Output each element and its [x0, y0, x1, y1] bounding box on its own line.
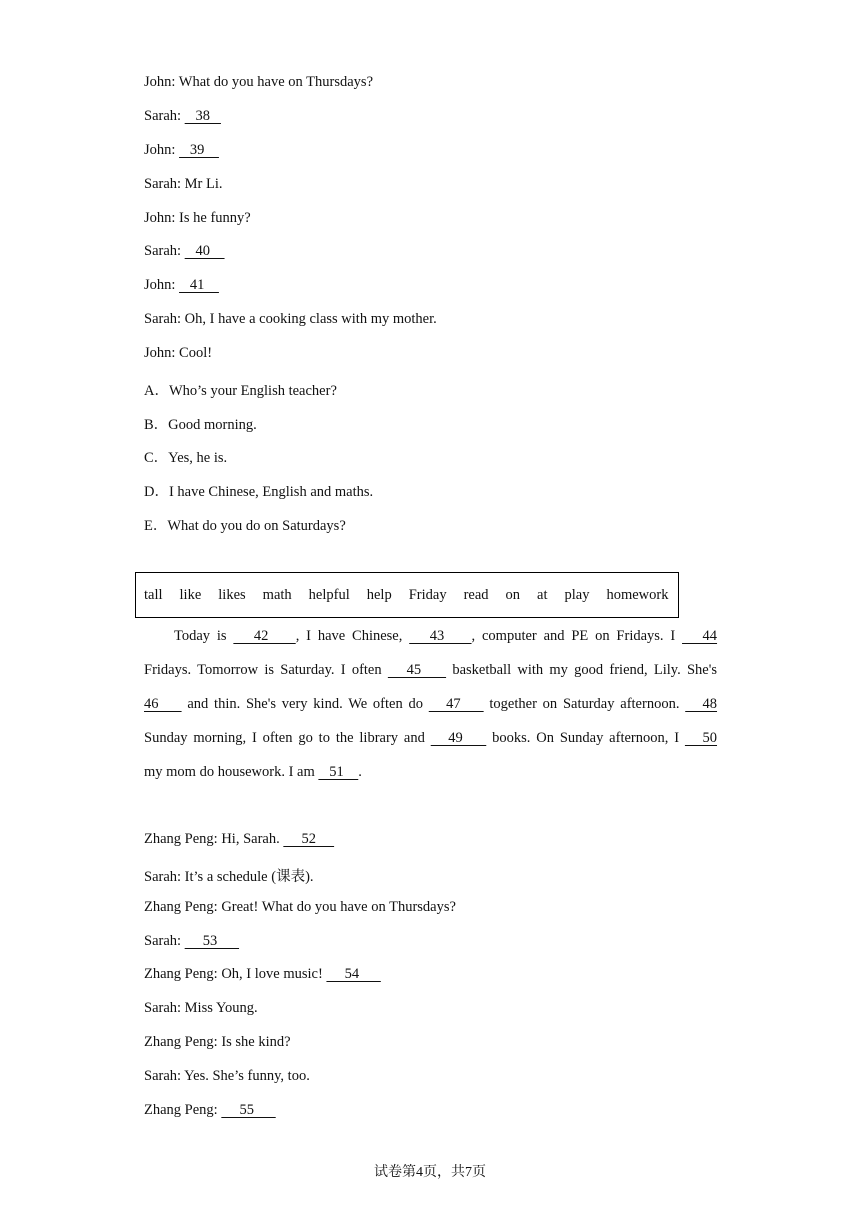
passage-text: and thin. She's very kind. We often do	[181, 696, 429, 712]
answer-blank-39: 39	[179, 142, 219, 158]
option-a: A．Who’s your English teacher?	[144, 383, 337, 399]
dialogue-line	[144, 1102, 276, 1119]
passage-text: my mom do housework. I am	[144, 764, 319, 780]
word-bank-item: help	[366, 586, 392, 603]
dialogue-line: John: What do you have on Thursdays?	[144, 74, 374, 90]
speaker-text: Sarah:	[144, 243, 185, 259]
speaker-text: Zhang Peng: Hi, Sarah.	[144, 831, 284, 847]
word-bank-item: at	[537, 586, 548, 603]
word-bank-item: likes	[218, 586, 246, 603]
answer-blank-52: 52	[283, 831, 335, 847]
passage-line	[144, 730, 717, 747]
answer-blank-50: 50	[684, 730, 718, 746]
answer-blank-40: 40	[184, 243, 225, 259]
passage-text: together on Saturday afternoon.	[483, 696, 686, 712]
word-bank-item: tall	[144, 586, 163, 603]
speaker-text: John:	[144, 142, 180, 158]
word-bank-box	[135, 572, 679, 618]
answer-blank-43: 43	[409, 628, 472, 644]
answer-blank-48: 48	[685, 696, 718, 712]
speaker-text: Zhang Peng: Oh, I love music!	[144, 966, 327, 982]
page-footer: 试卷第4页，共7页	[374, 1165, 486, 1180]
answer-blank-38: 38	[184, 108, 221, 124]
dialogue-line: Zhang Peng: Great! What do you have on Thursdays?	[144, 899, 456, 915]
dialogue-line: John: Cool!	[144, 345, 213, 361]
word-bank-item: Friday	[408, 586, 447, 603]
passage-text: Sunday morning, I often go to the library and	[144, 730, 431, 746]
answer-blank-42: 42	[233, 628, 296, 644]
speaker-text: Sarah:	[144, 933, 185, 949]
passage-line	[144, 628, 717, 645]
dialogue-line: John: Is he funny?	[144, 210, 251, 226]
word-bank-item: on	[505, 586, 521, 603]
passage-text: books. On Sunday afternoon, I	[486, 730, 685, 746]
passage-line	[144, 696, 717, 713]
word-bank-item: homework	[606, 586, 669, 603]
word-bank-item: helpful	[308, 586, 350, 603]
dialogue-line	[144, 243, 225, 260]
dialogue-line	[144, 277, 219, 294]
speaker-text: Zhang Peng:	[144, 1102, 222, 1118]
speaker-text: John:	[144, 277, 180, 293]
passage-line	[144, 662, 717, 679]
answer-blank-53: 53	[184, 933, 240, 949]
speaker-text: Sarah:	[144, 108, 185, 124]
answer-blank-51: 51	[318, 764, 359, 780]
word-bank-item: like	[179, 586, 202, 603]
dialogue-line	[144, 831, 334, 848]
dialogue-line: Sarah: It’s a schedule (课表).	[144, 869, 314, 885]
answer-blank-55: 55	[221, 1102, 276, 1118]
dialogue-line: Sarah: Mr Li.	[144, 176, 223, 192]
dialogue-line: Sarah: Yes. She’s funny, too.	[144, 1068, 310, 1084]
passage-text: Fridays. Tomorrow is Saturday. I often	[144, 662, 388, 678]
word-bank-item: read	[463, 586, 489, 603]
answer-blank-41: 41	[179, 277, 219, 293]
answer-blank-45: 45	[387, 662, 447, 678]
answer-blank-46: 46	[144, 696, 182, 712]
answer-blank-44: 44	[682, 628, 718, 644]
option-d: D．I have Chinese, English and maths.	[144, 484, 374, 500]
answer-blank-54: 54	[326, 966, 381, 982]
answer-blank-47: 47	[428, 696, 484, 712]
passage-text: .	[358, 764, 362, 780]
passage-text: basketball with my good friend, Lily. She's	[446, 662, 717, 678]
dialogue-line: Zhang Peng: Is she kind?	[144, 1034, 291, 1050]
dialogue-line	[144, 142, 219, 159]
dialogue-line: Sarah: Oh, I have a cooking class with my mother.	[144, 311, 437, 327]
answer-blank-49: 49	[430, 730, 487, 746]
dialogue-line	[144, 933, 239, 950]
dialogue-line	[144, 108, 221, 125]
option-b: B．Good morning.	[144, 417, 257, 433]
passage-text: , computer and PE on Fridays. I	[471, 628, 683, 644]
option-e: E．What do you do on Saturdays?	[144, 518, 346, 534]
passage-text: , I have Chinese,	[295, 628, 410, 644]
word-bank-item: play	[564, 586, 590, 603]
option-c: C．Yes, he is.	[144, 450, 228, 466]
word-bank-item: math	[262, 586, 292, 603]
dialogue-line	[144, 966, 381, 983]
passage-text: Today is	[174, 628, 234, 644]
passage-line	[144, 764, 717, 781]
dialogue-line: Sarah: Miss Young.	[144, 1000, 258, 1016]
